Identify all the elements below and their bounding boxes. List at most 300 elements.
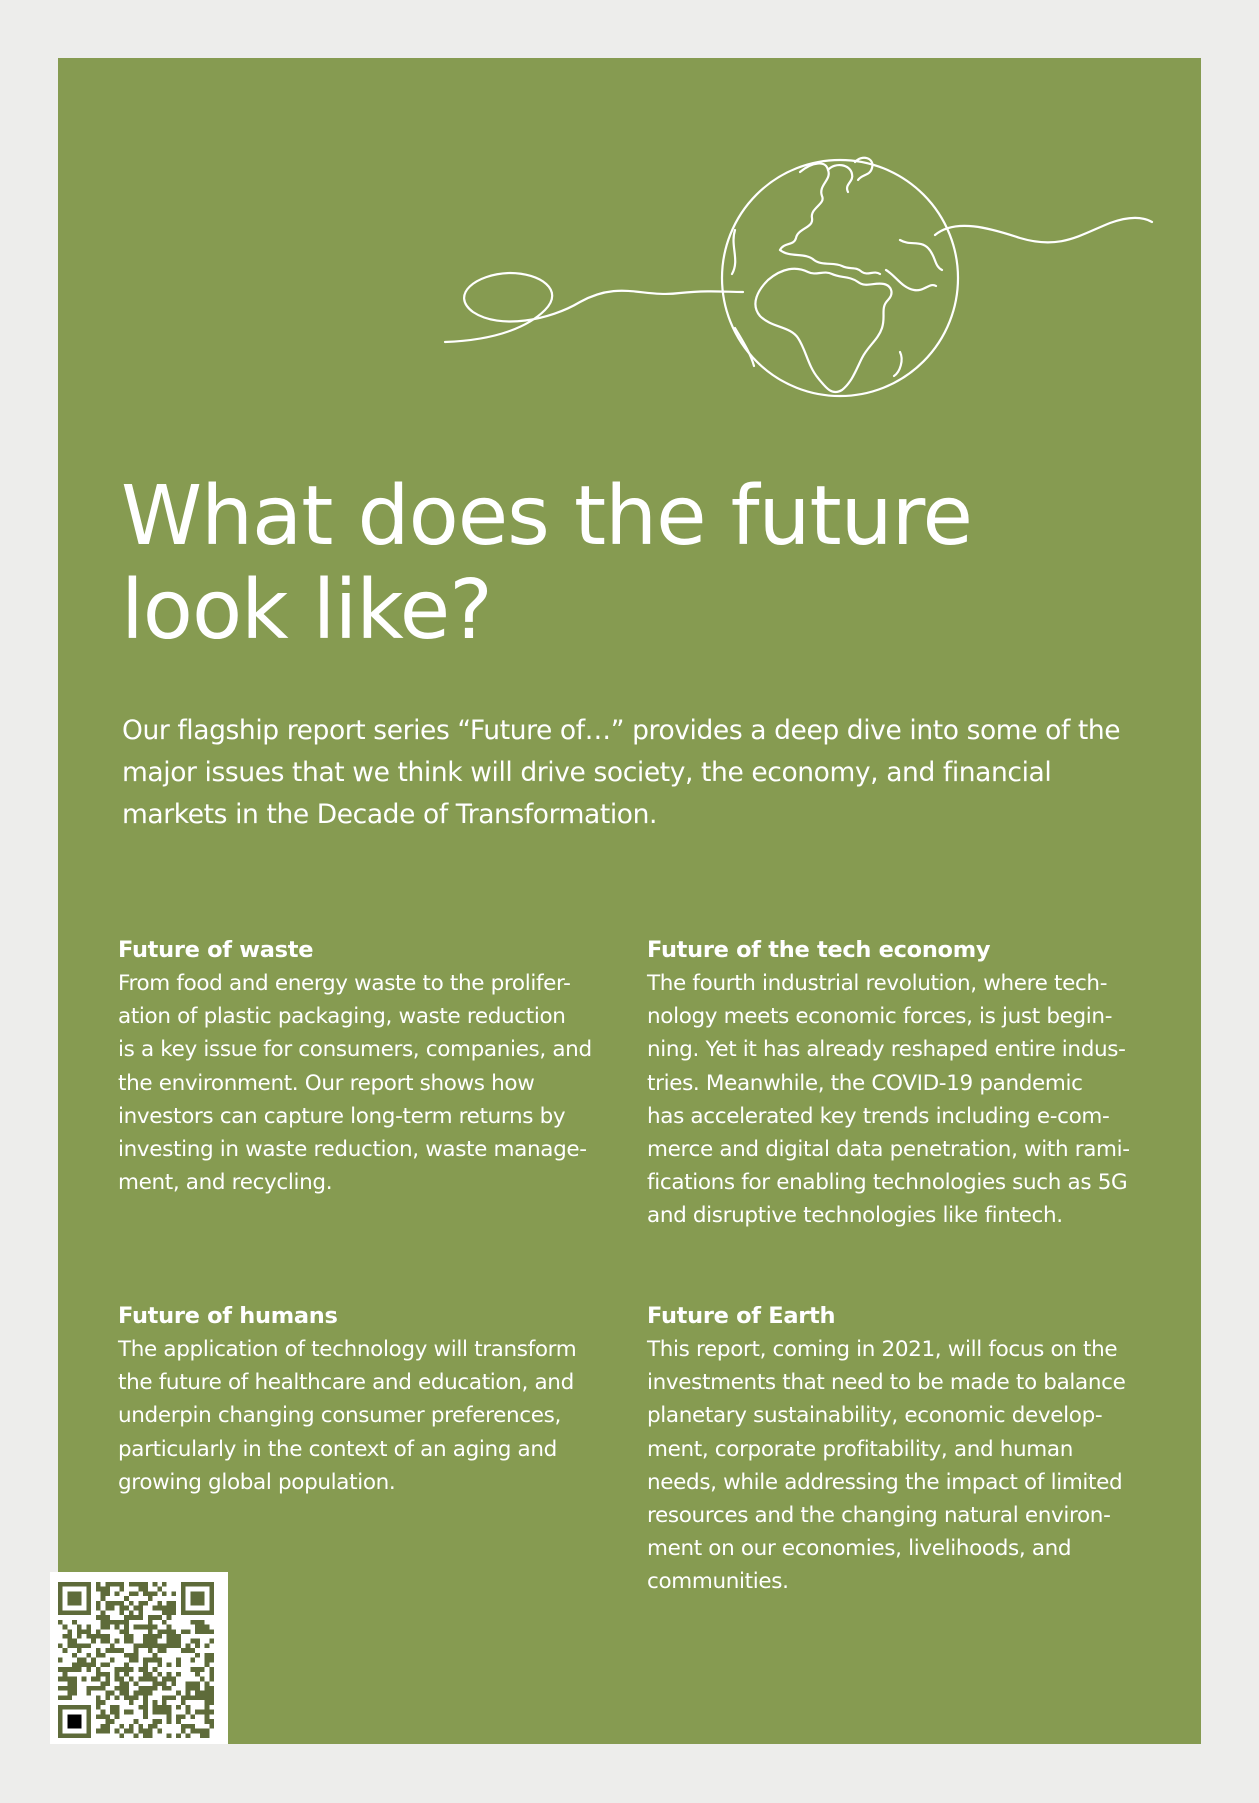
qr-module [105,1662,110,1667]
qr-module [96,1729,101,1734]
qr-module [153,1643,158,1648]
qr-module [167,1662,172,1667]
qr-module [124,1606,129,1611]
qr-module [209,1695,214,1700]
qr-module [124,1691,129,1696]
qr-module [67,1634,72,1639]
qr-module [171,1601,176,1606]
qr-module [91,1677,96,1682]
qr-module [162,1695,167,1700]
qr-module [209,1653,214,1658]
qr-module [138,1625,143,1630]
qr-module [148,1639,153,1644]
qr-module [148,1629,153,1634]
qr-module [72,1639,77,1644]
qr-module [134,1615,139,1620]
qr-module [148,1733,153,1738]
qr-module [82,1662,87,1667]
qr-module [86,1634,91,1639]
qr-module [162,1582,167,1587]
qr-module [105,1587,110,1592]
qr-module [153,1705,158,1710]
qr-module [134,1625,139,1630]
qr-module [148,1615,153,1620]
qr-module [195,1639,200,1644]
qr-module [119,1724,124,1729]
qr-module [110,1601,115,1606]
qr-module [101,1596,106,1601]
qr-module [167,1625,172,1630]
qr-module [86,1691,91,1696]
qr-module [77,1634,82,1639]
qr-module [153,1681,158,1686]
qr-module [91,1639,96,1644]
qr-module [209,1686,214,1691]
qr-module [138,1686,143,1691]
qr-module [209,1658,214,1663]
qr-module [186,1724,191,1729]
qr-module [86,1643,91,1648]
qr-module [115,1729,120,1734]
qr-module [77,1662,82,1667]
qr-module [63,1625,68,1630]
qr-module [153,1639,158,1644]
qr-module [138,1729,143,1734]
qr-module [200,1695,205,1700]
qr-module [96,1629,101,1634]
qr-module [110,1648,115,1653]
qr-module [205,1729,210,1734]
qr-module [167,1639,172,1644]
qr-module [115,1620,120,1625]
qr-module [105,1695,110,1700]
qr-module [129,1634,134,1639]
qr-module [181,1714,186,1719]
qr-module [148,1672,153,1677]
page-title [121,470,1121,658]
qr-module [157,1662,162,1667]
qr-module [190,1620,195,1625]
qr-module [190,1648,195,1653]
qr-module [171,1639,176,1644]
page-title-line-1: What does the future [121,469,972,564]
qr-module [200,1629,205,1634]
qr-module [190,1686,195,1691]
qr-module [105,1677,110,1682]
qr-module [124,1620,129,1625]
qr-module [134,1591,139,1596]
qr-module [72,1691,77,1696]
qr-module [209,1639,214,1644]
qr-module [138,1601,143,1606]
qr-module [101,1610,106,1615]
qr-module [167,1714,172,1719]
qr-module [119,1610,124,1615]
qr-module [115,1639,120,1644]
qr-module [186,1643,191,1648]
qr-module [124,1615,129,1620]
qr-module [157,1634,162,1639]
qr-module [91,1686,96,1691]
qr-module [129,1729,134,1734]
qr-module [162,1643,167,1648]
qr-module [105,1719,110,1724]
qr-module [67,1677,72,1682]
qr-module [167,1695,172,1700]
qr-module [143,1733,148,1738]
qr-module [143,1710,148,1715]
qr-module [86,1667,91,1672]
section-future-of-tech-economy [647,934,1167,1233]
qr-module [134,1691,139,1696]
qr-module [181,1648,186,1653]
qr-module [72,1686,77,1691]
qr-module [129,1601,134,1606]
qr-module [115,1625,120,1630]
qr-module [124,1634,129,1639]
qr-module [96,1634,101,1639]
qr-code-box[interactable] [50,1572,228,1744]
qr-module [195,1643,200,1648]
qr-module [124,1710,129,1715]
qr-module [143,1587,148,1592]
qr-module [186,1686,191,1691]
qr-module [115,1705,120,1710]
qr-module [153,1658,158,1663]
qr-module [190,1667,195,1672]
qr-module [119,1629,124,1634]
qr-module [105,1615,110,1620]
qr-module [105,1681,110,1686]
qr-module [205,1719,210,1724]
qr-module [205,1653,210,1658]
section-heading: Future of the tech economy [647,937,991,963]
qr-module [148,1596,153,1601]
qr-module [209,1677,214,1682]
qr-module [110,1582,115,1587]
qr-module [138,1724,143,1729]
section-heading: Future of Earth [647,1303,836,1329]
section-future-of-waste [118,934,638,1199]
qr-module [129,1639,134,1644]
qr-module [138,1606,143,1611]
qr-module [153,1591,158,1596]
qr-module [195,1625,200,1630]
qr-module [167,1610,172,1615]
qr-module [115,1601,120,1606]
qr-module [129,1724,134,1729]
qr-module [101,1591,106,1596]
qr-module [205,1714,210,1719]
qr-module [205,1629,210,1634]
qr-module [143,1591,148,1596]
qr-module [143,1625,148,1630]
qr-module [162,1610,167,1615]
qr-module [82,1677,87,1682]
qr-module [157,1615,162,1620]
section-heading: Future of humans [118,1303,338,1329]
qr-module [58,1667,63,1672]
qr-module [138,1582,143,1587]
qr-module [134,1658,139,1663]
qr-module [167,1677,172,1682]
qr-module [105,1620,110,1625]
qr-module [153,1634,158,1639]
qr-module [181,1629,186,1634]
qr-module [195,1710,200,1715]
qr-module [171,1643,176,1648]
qr-module [209,1724,214,1729]
qr-module [101,1710,106,1715]
qr-module [138,1610,143,1615]
qr-module [101,1587,106,1592]
qr-module [82,1658,87,1663]
qr-module [119,1601,124,1606]
qr-module [157,1705,162,1710]
qr-module [157,1710,162,1715]
qr-module [162,1686,167,1691]
qr-module [101,1615,106,1620]
qr-module [186,1629,191,1634]
qr-module [153,1677,158,1682]
qr-module [162,1591,167,1596]
qr-module [167,1733,172,1738]
qr-module [138,1615,143,1620]
qr-module [67,1714,81,1728]
qr-module [72,1667,77,1672]
qr-module [143,1601,148,1606]
qr-module [101,1672,106,1677]
qr-module [181,1729,186,1734]
qr-module [176,1634,181,1639]
qr-module [157,1681,162,1686]
qr-module [171,1606,176,1611]
qr-module [110,1691,115,1696]
qr-module [153,1710,158,1715]
section-body: The application of technology will transform the future of healthcare and education, and underpin changing consumer preferences, particularly in the context of an aging and growing global population. [118,1337,577,1495]
qr-module [200,1733,205,1738]
qr-module [209,1719,214,1724]
qr-module [153,1615,158,1620]
qr-module [77,1667,82,1672]
qr-module [167,1719,172,1724]
qr-module [176,1714,181,1719]
qr-module [63,1686,68,1691]
qr-module [72,1662,77,1667]
qr-module [124,1625,129,1630]
page-title-line-2: look like? [121,563,492,658]
qr-module [105,1672,110,1677]
qr-module [134,1695,139,1700]
qr-module [96,1653,101,1658]
qr-module [115,1591,120,1596]
qr-module [138,1667,143,1672]
qr-module [157,1658,162,1663]
qr-module [176,1672,181,1677]
qr-module [148,1625,153,1630]
qr-module [58,1695,63,1700]
qr-module [190,1729,195,1734]
qr-module [148,1658,153,1663]
qr-module [143,1582,148,1587]
qr-module [176,1719,181,1724]
qr-module [157,1719,162,1724]
qr-module [209,1672,214,1677]
qr-module [153,1625,158,1630]
qr-module [77,1658,82,1663]
qr-module [58,1686,63,1691]
qr-module [157,1601,162,1606]
qr-module [96,1686,101,1691]
qr-module [186,1691,191,1696]
qr-module [143,1700,148,1705]
qr-module [119,1582,124,1587]
qr-module [209,1691,214,1696]
qr-module [162,1681,167,1686]
qr-module [124,1667,129,1672]
qr-module [96,1615,101,1620]
qr-module [119,1681,124,1686]
qr-module [148,1643,153,1648]
qr-module [129,1610,134,1615]
qr-module [171,1634,176,1639]
qr-module [119,1648,124,1653]
qr-module [167,1629,172,1634]
qr-module [190,1681,195,1686]
qr-module [138,1587,143,1592]
qr-module [138,1691,143,1696]
qr-module [124,1596,129,1601]
qr-module [63,1677,68,1682]
qr-module [195,1691,200,1696]
qr-module [153,1724,158,1729]
qr-module [115,1648,120,1653]
qr-module [205,1710,210,1715]
qr-module [153,1700,158,1705]
qr-module [101,1625,106,1630]
qr-module [190,1639,195,1644]
qr-module [124,1672,129,1677]
qr-module [134,1733,139,1738]
qr-module [105,1601,110,1606]
qr-module [115,1677,120,1682]
qr-module [119,1587,124,1592]
qr-module [200,1710,205,1715]
qr-module [186,1681,191,1686]
qr-module [129,1710,134,1715]
qr-module [86,1686,91,1691]
qr-module [101,1639,106,1644]
qr-module [205,1625,210,1630]
qr-module [115,1672,120,1677]
qr-module [72,1681,77,1686]
qr-module [101,1714,106,1719]
qr-module [157,1648,162,1653]
qr-module [186,1648,191,1653]
qr-module [96,1667,101,1672]
qr-module [77,1643,82,1648]
qr-module [86,1662,91,1667]
qr-module [148,1591,153,1596]
qr-module [134,1719,139,1724]
qr-module [124,1653,129,1658]
qr-module [153,1582,158,1587]
qr-module [124,1639,129,1644]
section-body: The fourth industrial revolution, where tech- nology meets economic forces, is just begin- ning. Yet it has already reshaped entire indus- tries. Meanwhile, the COVID-19 pandemic has accelerated key trends including e-com- merce and digital data penetration, with rami- fications for enabling technologies such as 5G and disruptive technologies like fintech. [647,971,1130,1229]
qr-module [58,1643,63,1648]
qr-module [148,1724,153,1729]
qr-module [101,1729,106,1734]
qr-module [67,1591,81,1605]
qr-code-icon[interactable] [58,1582,214,1738]
qr-module [200,1625,205,1630]
qr-module [105,1625,110,1630]
qr-module [105,1634,110,1639]
qr-module [67,1681,72,1686]
qr-module [72,1677,77,1682]
qr-module [171,1591,176,1596]
qr-module [119,1677,124,1682]
qr-module [162,1700,167,1705]
qr-module [82,1629,87,1634]
qr-module [63,1672,68,1677]
qr-module [209,1700,214,1705]
qr-module [72,1653,77,1658]
qr-module [105,1714,110,1719]
qr-module [143,1714,148,1719]
qr-module [171,1695,176,1700]
qr-module [138,1677,143,1682]
qr-module [124,1681,129,1686]
qr-module [101,1681,106,1686]
qr-module [134,1606,139,1611]
qr-module [190,1695,195,1700]
qr-module [153,1606,158,1611]
qr-module [124,1729,129,1734]
qr-module [67,1686,72,1691]
qr-module [209,1667,214,1672]
qr-module [205,1686,210,1691]
qr-module [162,1629,167,1634]
qr-module [190,1658,195,1663]
qr-module [119,1620,124,1625]
qr-module [110,1658,115,1663]
qr-module [143,1662,148,1667]
qr-module [205,1662,210,1667]
qr-module [157,1729,162,1734]
qr-module [195,1672,200,1677]
qr-module [162,1620,167,1625]
qr-module [115,1686,120,1691]
qr-module [91,1634,96,1639]
qr-module [190,1591,204,1605]
qr-module [143,1729,148,1734]
qr-module [162,1710,167,1715]
qr-module [101,1686,106,1691]
qr-module [129,1653,134,1658]
qr-module [110,1620,115,1625]
qr-module [96,1695,101,1700]
qr-module [209,1629,214,1634]
qr-module [153,1653,158,1658]
qr-module [205,1733,210,1738]
qr-module [162,1677,167,1682]
qr-module [101,1700,106,1705]
qr-module [205,1643,210,1648]
qr-module [86,1653,91,1658]
qr-module [110,1606,115,1611]
qr-module [58,1677,63,1682]
